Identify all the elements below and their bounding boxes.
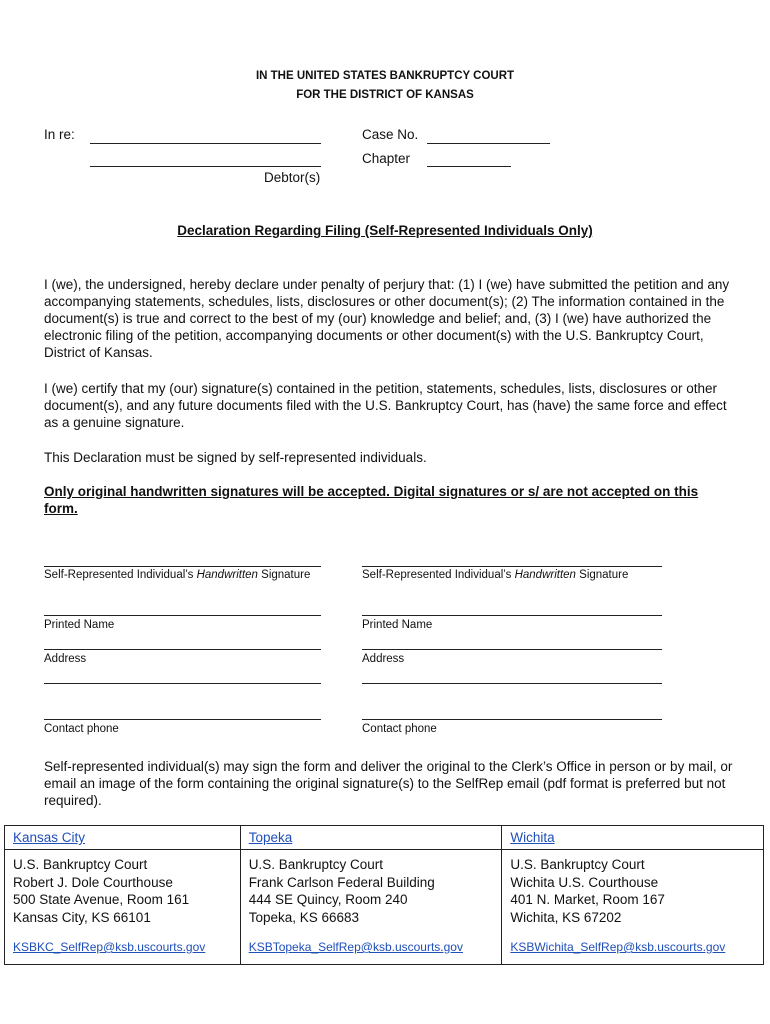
debtor-name-line-2[interactable]	[90, 166, 321, 167]
office-wichita-details	[502, 850, 764, 965]
case-no-line[interactable]	[427, 143, 550, 144]
chapter-line[interactable]	[427, 166, 511, 167]
address-line-1b[interactable]	[44, 683, 321, 684]
address-line: Wichita U.S. Courthouse	[510, 874, 659, 890]
delivery-instructions: Self-represented individual(s) may sign the form and deliver the original to the Clerk’s Office in person or by mail, or email an image of the form containing the original signature(s) to the SelfRep email (pdf format is preferred but not required).	[44, 759, 733, 808]
city-link-kansas-city[interactable]: Kansas City	[13, 830, 86, 845]
debtor-label: Debtor(s)	[264, 170, 321, 185]
address-line-2a[interactable]	[362, 649, 662, 650]
court-district: FOR THE DISTRICT OF KANSAS	[296, 89, 474, 101]
signature-line-2[interactable]	[362, 566, 662, 567]
declaration-paragraph-1: I (we), the undersigned, hereby declare under penalty of perjury that: (1) I (we) have submitted the petition and any accompanying statements, schedules, lists, disclosures or other document(s); (2) The information contained in the document(s) is true and correct to the best of my (our) knowledge and belief; and, (3) I (we) have authorized the electronic filing of the petition, accompanying documents or other document(s) with the U.S. Bankruptcy Court, District of Kansas.	[44, 277, 730, 360]
declaration-paragraph-2: I (we) certify that my (our) signature(s) contained in the petition, statements, schedules, lists, disclosures or other document(s), and any future documents filed with the U.S. Bankruptcy Court, has (have) the same force and effect as a genuine signature.	[44, 381, 727, 430]
email-link-kansas-city[interactable]: KSBKC_SelfRep@ksb.uscourts.gov	[13, 940, 206, 954]
office-kansas-city-details	[5, 850, 241, 965]
office-topeka-header	[240, 826, 502, 850]
address-line: U.S. Bankruptcy Court	[13, 857, 148, 872]
address-line: Kansas City, KS 66101	[13, 909, 151, 925]
address-line: U.S. Bankruptcy Court	[248, 857, 383, 872]
signature-label-2: Self-Represented Individual’s Handwritten Signature	[362, 569, 629, 581]
declaration-title: Declaration Regarding Filing (Self-Represented Individuals Only)	[177, 223, 593, 238]
offices-city-row	[5, 826, 764, 850]
printed-name-label-2: Printed Name	[362, 619, 433, 631]
address-line: Frank Carlson Federal Building	[248, 874, 435, 890]
address-line: Wichita, KS 67202	[510, 909, 622, 925]
signature-line-1[interactable]	[44, 566, 321, 567]
office-wichita-header	[502, 826, 764, 850]
address-line-1a[interactable]	[44, 649, 321, 650]
address-label-2: Address	[362, 653, 405, 665]
printed-name-line-2[interactable]	[362, 615, 662, 616]
address-line: 444 SE Quincy, Room 240	[248, 892, 408, 907]
printed-name-line-1[interactable]	[44, 615, 321, 616]
office-topeka-details	[240, 850, 502, 965]
case-no-label: Case No.	[362, 127, 419, 142]
printed-name-label-1: Printed Name	[44, 619, 115, 631]
email-link-wichita[interactable]: KSBWichita_SelfRep@ksb.uscourts.gov	[510, 940, 726, 954]
debtor-name-line-1[interactable]	[90, 143, 321, 144]
in-re-label: In re:	[44, 127, 75, 142]
address-line: Topeka, KS 66683	[248, 909, 360, 925]
city-link-topeka[interactable]: Topeka	[248, 830, 293, 845]
address-line: Robert J. Dole Courthouse	[13, 874, 173, 890]
contact-phone-label-2: Contact phone	[362, 723, 437, 735]
address-line: 401 N. Market, Room 167	[510, 892, 665, 907]
address-line: 500 State Avenue, Room 161	[13, 892, 190, 907]
address-line-2b[interactable]	[362, 683, 662, 684]
contact-phone-line-2[interactable]	[362, 719, 662, 720]
office-kansas-city-header	[5, 826, 241, 850]
offices-table	[4, 825, 764, 965]
contact-phone-line-1[interactable]	[44, 719, 321, 720]
signature-notice: Only original handwritten signatures will be accepted. Digital signatures or s/ are not accepted on this form.	[44, 484, 699, 516]
chapter-label: Chapter	[362, 151, 411, 166]
contact-phone-label-1: Contact phone	[44, 723, 119, 735]
address-label-1: Address	[44, 653, 87, 665]
email-link-topeka[interactable]: KSBTopeka_SelfRep@ksb.uscourts.gov	[248, 940, 463, 954]
signature-label-1: Self-Represented Individual’s Handwritten Signature	[44, 569, 311, 581]
offices-detail-row	[5, 850, 764, 965]
court-name: IN THE UNITED STATES BANKRUPTCY COURT	[255, 70, 515, 82]
address-line: U.S. Bankruptcy Court	[510, 857, 645, 872]
city-link-wichita[interactable]: Wichita	[510, 830, 555, 845]
declaration-paragraph-3: This Declaration must be signed by self-represented individuals.	[44, 450, 427, 465]
